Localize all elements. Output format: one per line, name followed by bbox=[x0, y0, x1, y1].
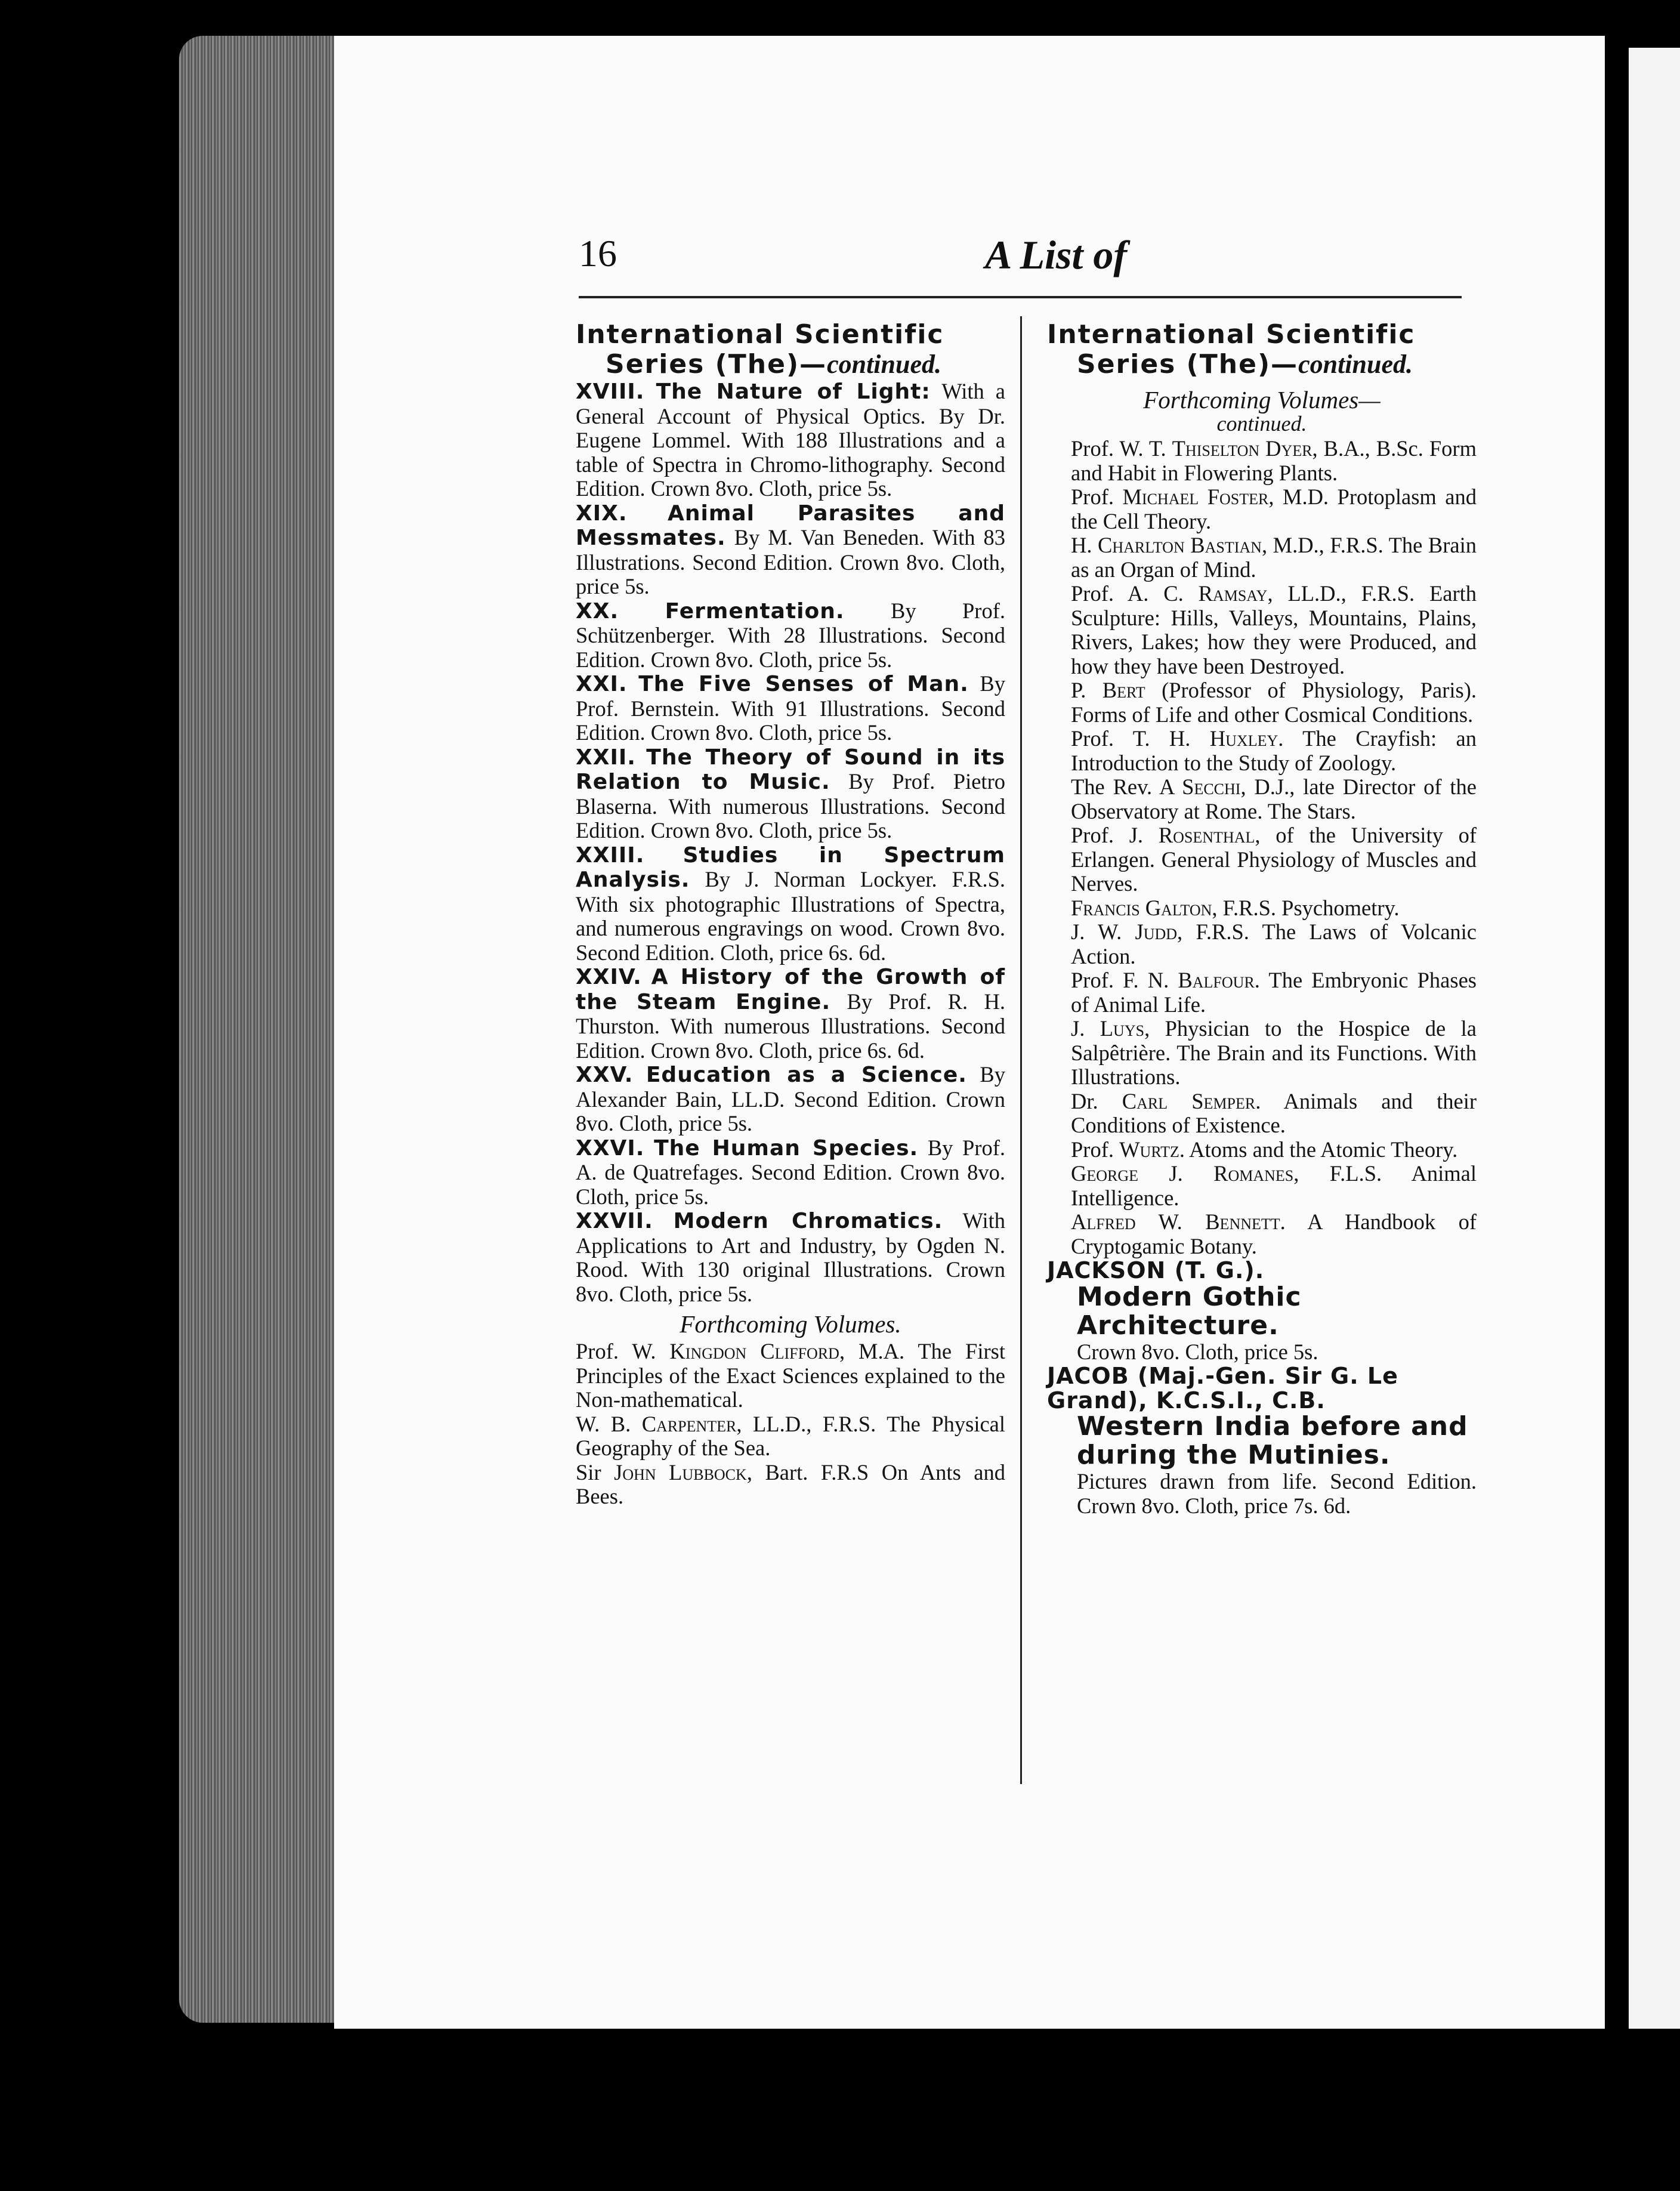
entry-number: XXV. bbox=[576, 1063, 634, 1087]
forthcoming-list bbox=[1047, 437, 1477, 1258]
forthcoming-item bbox=[576, 1412, 1005, 1461]
author-name: Bert bbox=[1102, 678, 1145, 702]
catalogue-details: Pictures drawn from life. Second Edition. Crown 8vo. Cloth, price 7s. 6d. bbox=[1077, 1469, 1477, 1518]
series-entry bbox=[576, 672, 1005, 745]
forthcoming-text: . Atoms and the Atomic Theory. bbox=[1179, 1137, 1458, 1162]
series-entry bbox=[576, 501, 1005, 599]
forthcoming-text: , LL.D., F.R.S. The Physical Geography of the Sea. bbox=[576, 1411, 1006, 1460]
series-entry bbox=[576, 599, 1005, 672]
author-name: Francis Galton bbox=[1071, 895, 1212, 920]
entry-text: By Prof. Schützenberger. With 28 Illustrations. Second Edition. Crown 8vo. Cloth, price 5s. bbox=[576, 598, 1005, 672]
author-name: Huxley bbox=[1209, 726, 1278, 751]
forthcoming-item bbox=[1071, 920, 1477, 968]
entry-text: By Prof. Bernstein. With 91 Illustrations. Second Edition. Crown 8vo. Cloth, price 5s. bbox=[576, 671, 1006, 745]
entry-number: XIX. bbox=[576, 501, 628, 526]
forthcoming-heading: Forthcoming Volumes— bbox=[1143, 386, 1381, 413]
entry-title: The Human Species. bbox=[654, 1135, 919, 1161]
series-heading-line2 bbox=[1047, 350, 1477, 379]
column-separator bbox=[1020, 316, 1022, 1784]
catalogue-author: JACKSON (T. G.). bbox=[1047, 1257, 1265, 1283]
author-prefix: P. bbox=[1071, 678, 1102, 702]
author-prefix: J. W. bbox=[1071, 919, 1135, 944]
running-title: A List of bbox=[984, 232, 1128, 277]
forthcoming-text: , M.D., F.R.S. The Brain as an Organ of Mind. bbox=[1071, 533, 1477, 582]
entry-title: The Five Senses of Man. bbox=[638, 672, 969, 696]
right-column bbox=[1047, 320, 1477, 1518]
forthcoming-text: . A Handbook of Cryptogamic Botany. bbox=[1071, 1209, 1477, 1258]
forthcoming-text: , D.J., late Director of the Observatory at Rome. The Stars. bbox=[1071, 774, 1477, 823]
forthcoming-text: . Animals and their Conditions of Existence. bbox=[1071, 1088, 1477, 1137]
header-rule bbox=[579, 296, 1462, 298]
author-name: John Lubbock bbox=[614, 1459, 747, 1485]
entry-title: The Theory of Sound in its Relation to Music. bbox=[576, 745, 1005, 794]
author-prefix: Sir bbox=[576, 1459, 614, 1485]
author-name: Secchi bbox=[1182, 774, 1241, 799]
forthcoming-item bbox=[1071, 896, 1477, 921]
entry-number: XX. bbox=[576, 598, 619, 624]
forthcoming-item bbox=[1071, 485, 1477, 533]
entry-title: The Nature of Light: bbox=[656, 379, 931, 404]
entry-number: XXIII. bbox=[576, 843, 645, 868]
entry-title: A History of the Growth of the Steam Engine. bbox=[576, 965, 1005, 1014]
forthcoming-item bbox=[1071, 582, 1477, 678]
author-prefix: Prof. T. H. bbox=[1071, 726, 1210, 751]
forthcoming-list bbox=[576, 1340, 1005, 1509]
forthcoming-item bbox=[1071, 823, 1477, 896]
entry-text: By Prof. R. H. Thurston. With numerous Illustrations. Second Edition. Crown 8vo. Cloth, price 6s. 6d. bbox=[576, 989, 1005, 1063]
forthcoming-heading: Forthcoming Volumes. bbox=[680, 1310, 901, 1338]
page-number: 16 bbox=[579, 232, 617, 274]
forthcoming-text: , of the University of Erlangen. General Physiology of Muscles and Nerves. bbox=[1071, 823, 1477, 896]
forthcoming-text: , LL.D., F.R.S. Earth Sculpture: Hills, Valleys, Mountains, Plains, Rivers, Lakes; how they were Produced, and how they have been Destroyed. bbox=[1071, 581, 1477, 678]
forthcoming-item bbox=[576, 1461, 1005, 1509]
catalogue-entry-jacob bbox=[1047, 1364, 1477, 1518]
author-name: Rosenthal bbox=[1158, 823, 1255, 847]
entry-title: Education as a Science. bbox=[646, 1063, 967, 1087]
author-prefix: Prof. W. T. bbox=[1071, 436, 1172, 461]
entry-title: Fermentation. bbox=[665, 598, 845, 624]
forthcoming-text: . The Crayfish: an Introduction to the Study of Zoology. bbox=[1071, 726, 1477, 775]
forthcoming-text: , F.L.S. Animal Intelligence. bbox=[1071, 1161, 1477, 1210]
series-entry bbox=[576, 745, 1005, 843]
entry-text: By Prof. Pietro Blaserna. With numerous Illustrations. Second Edition. Crown 8vo. Cloth, price 5s. bbox=[576, 769, 1005, 843]
author-name: Carl Semper bbox=[1122, 1088, 1256, 1113]
forthcoming-item bbox=[1071, 1090, 1477, 1138]
catalogue-book-title: Western India before and during the Mutinies. bbox=[1077, 1411, 1468, 1470]
entry-text: With a General Account of Physical Optics. By Dr. Eugene Lommel. With 188 Illustrations and a table of Spectra in Chromo-lithography. Second Edition. Crown 8vo. Cloth, price 5s. bbox=[576, 379, 1006, 501]
author-name: Ramsay bbox=[1198, 581, 1268, 606]
entry-text: By Prof. A. de Quatrefages. Second Edition. Crown 8vo. Cloth, price 5s. bbox=[576, 1135, 1005, 1209]
author-prefix: Prof. F. N. bbox=[1071, 968, 1178, 992]
entry-text: By Alexander Bain, LL.D. Second Edition. Crown 8vo. Cloth, price 5s. bbox=[576, 1062, 1005, 1135]
catalogue-book-title: Modern Gothic Architecture. bbox=[1077, 1281, 1302, 1341]
forthcoming-text: , B.A., B.Sc. Form and Habit in Flowering Plants. bbox=[1071, 436, 1477, 485]
catalogue-entry-jackson bbox=[1047, 1258, 1477, 1364]
entry-number: XXII. bbox=[576, 745, 636, 770]
author-prefix: H. bbox=[1071, 533, 1098, 557]
forthcoming-item bbox=[1071, 727, 1477, 775]
entry-number: XXIV. bbox=[576, 965, 642, 989]
author-prefix: W. B. bbox=[576, 1411, 642, 1436]
author-name: Alfred W. Bennett bbox=[1071, 1209, 1280, 1234]
series-heading-line1: International Scientific bbox=[576, 319, 944, 350]
series-heading bbox=[1047, 320, 1477, 379]
forthcoming-text: (Professor of Physiology, Paris). Forms of Life and other Cosmical Conditions. bbox=[1071, 678, 1477, 727]
author-name: Charlton Bastian bbox=[1098, 533, 1262, 557]
author-name: Judd bbox=[1135, 919, 1178, 944]
series-continued-label: continued. bbox=[1298, 350, 1413, 379]
author-name: Wurtz bbox=[1119, 1137, 1179, 1162]
book-page-edges bbox=[179, 36, 334, 2023]
series-heading bbox=[576, 320, 1005, 379]
author-name: Kingdon Clifford bbox=[669, 1339, 839, 1363]
entry-number: XXI. bbox=[576, 672, 628, 696]
forthcoming-item bbox=[1071, 1210, 1477, 1258]
forthcoming-item bbox=[1071, 1017, 1477, 1090]
series-heading-line1: International Scientific bbox=[1047, 319, 1416, 350]
series-entry bbox=[576, 1136, 1005, 1209]
forthcoming-text: . The Embryonic Phases of Animal Life. bbox=[1071, 968, 1477, 1017]
forthcoming-item bbox=[1071, 1138, 1477, 1162]
author-prefix: Dr. bbox=[1071, 1088, 1122, 1113]
forthcoming-item bbox=[1071, 968, 1477, 1017]
entry-text: By J. Norman Lockyer. F.R.S. With six photographic Illustrations of Spectra, and numerous engravings on wood. Crown 8vo. Second Edition. Cloth, price 6s. 6d. bbox=[576, 867, 1006, 965]
series-entries bbox=[576, 379, 1005, 1306]
author-prefix: The Rev. A bbox=[1071, 774, 1182, 799]
series-continued-label: continued. bbox=[827, 350, 941, 379]
author-prefix: J. bbox=[1071, 1016, 1100, 1041]
forthcoming-item bbox=[1071, 533, 1477, 582]
forthcoming-item bbox=[1071, 775, 1477, 823]
series-entry bbox=[576, 1063, 1005, 1136]
author-prefix: Prof. bbox=[1071, 485, 1123, 509]
series-entry bbox=[576, 965, 1005, 1063]
author-prefix: Prof. J. bbox=[1071, 823, 1159, 847]
series-entry bbox=[576, 843, 1005, 965]
forthcoming-text: , F.R.S. Psychometry. bbox=[1212, 895, 1400, 920]
forthcoming-text: , Bart. F.R.S On Ants and Bees. bbox=[576, 1459, 1005, 1508]
author-name: Luys bbox=[1100, 1016, 1145, 1041]
entry-text: With Applications to Art and Industry, by Ogden N. Rood. With 130 original Illustrations. Crown 8vo. Cloth, price 5s. bbox=[576, 1208, 1006, 1306]
forthcoming-item bbox=[1071, 678, 1477, 727]
entry-number: XVIII. bbox=[576, 379, 645, 404]
author-prefix: Prof. A. C. bbox=[1071, 581, 1199, 606]
author-name: George J. Romanes bbox=[1071, 1161, 1294, 1186]
forthcoming-text: , M.A. The First Principles of the Exact Sciences explained to the Non-mathematical. bbox=[576, 1339, 1005, 1412]
forthcoming-text: , F.R.S. The Laws of Volcanic Action. bbox=[1071, 919, 1477, 968]
forthcoming-text: , Physician to the Hospice de la Salpêtrière. The Brain and its Functions. With Illustrations. bbox=[1071, 1016, 1477, 1089]
entry-number: XXVII. bbox=[576, 1209, 653, 1233]
entry-title: Modern Chromatics. bbox=[673, 1209, 943, 1233]
forthcoming-item bbox=[576, 1340, 1005, 1412]
left-column bbox=[576, 320, 1005, 1509]
catalogue-details: Crown 8vo. Cloth, price 5s. bbox=[1077, 1339, 1318, 1364]
series-heading-text: Series (The)— bbox=[606, 349, 827, 379]
forthcoming-heading-continued: continued. bbox=[1216, 412, 1307, 436]
author-name: Thiselton Dyer bbox=[1172, 436, 1312, 461]
catalogue-author: JACOB (Maj.-Gen. Sir G. Le Grand), K.C.S.I., C.B. bbox=[1047, 1363, 1398, 1414]
page-header bbox=[579, 232, 1462, 303]
author-name: Carpenter bbox=[641, 1411, 737, 1436]
series-heading-text: Series (The)— bbox=[1077, 349, 1299, 379]
author-name: Michael Foster bbox=[1122, 485, 1269, 509]
entry-text: By M. Van Beneden. With 83 Illustrations. Second Edition. Crown 8vo. Cloth, price 5s. bbox=[576, 525, 1005, 598]
author-prefix: Prof. bbox=[1071, 1137, 1120, 1162]
entry-title: Animal Parasites and Messmates. bbox=[576, 501, 1006, 550]
entry-title: Studies in Spectrum Analysis. bbox=[576, 843, 1005, 892]
author-prefix: Prof. W. bbox=[576, 1339, 670, 1363]
entry-number: XXVI. bbox=[576, 1135, 645, 1161]
forthcoming-text: , M.D. Protoplasm and the Cell Theory. bbox=[1071, 485, 1477, 533]
series-entry bbox=[576, 1209, 1005, 1306]
series-heading-line2 bbox=[576, 350, 1005, 379]
series-entry bbox=[576, 379, 1005, 501]
forthcoming-item bbox=[1071, 1162, 1477, 1210]
forthcoming-item bbox=[1071, 437, 1477, 485]
author-name: Balfour bbox=[1178, 968, 1255, 992]
adjacent-page-edge bbox=[1629, 48, 1680, 2029]
